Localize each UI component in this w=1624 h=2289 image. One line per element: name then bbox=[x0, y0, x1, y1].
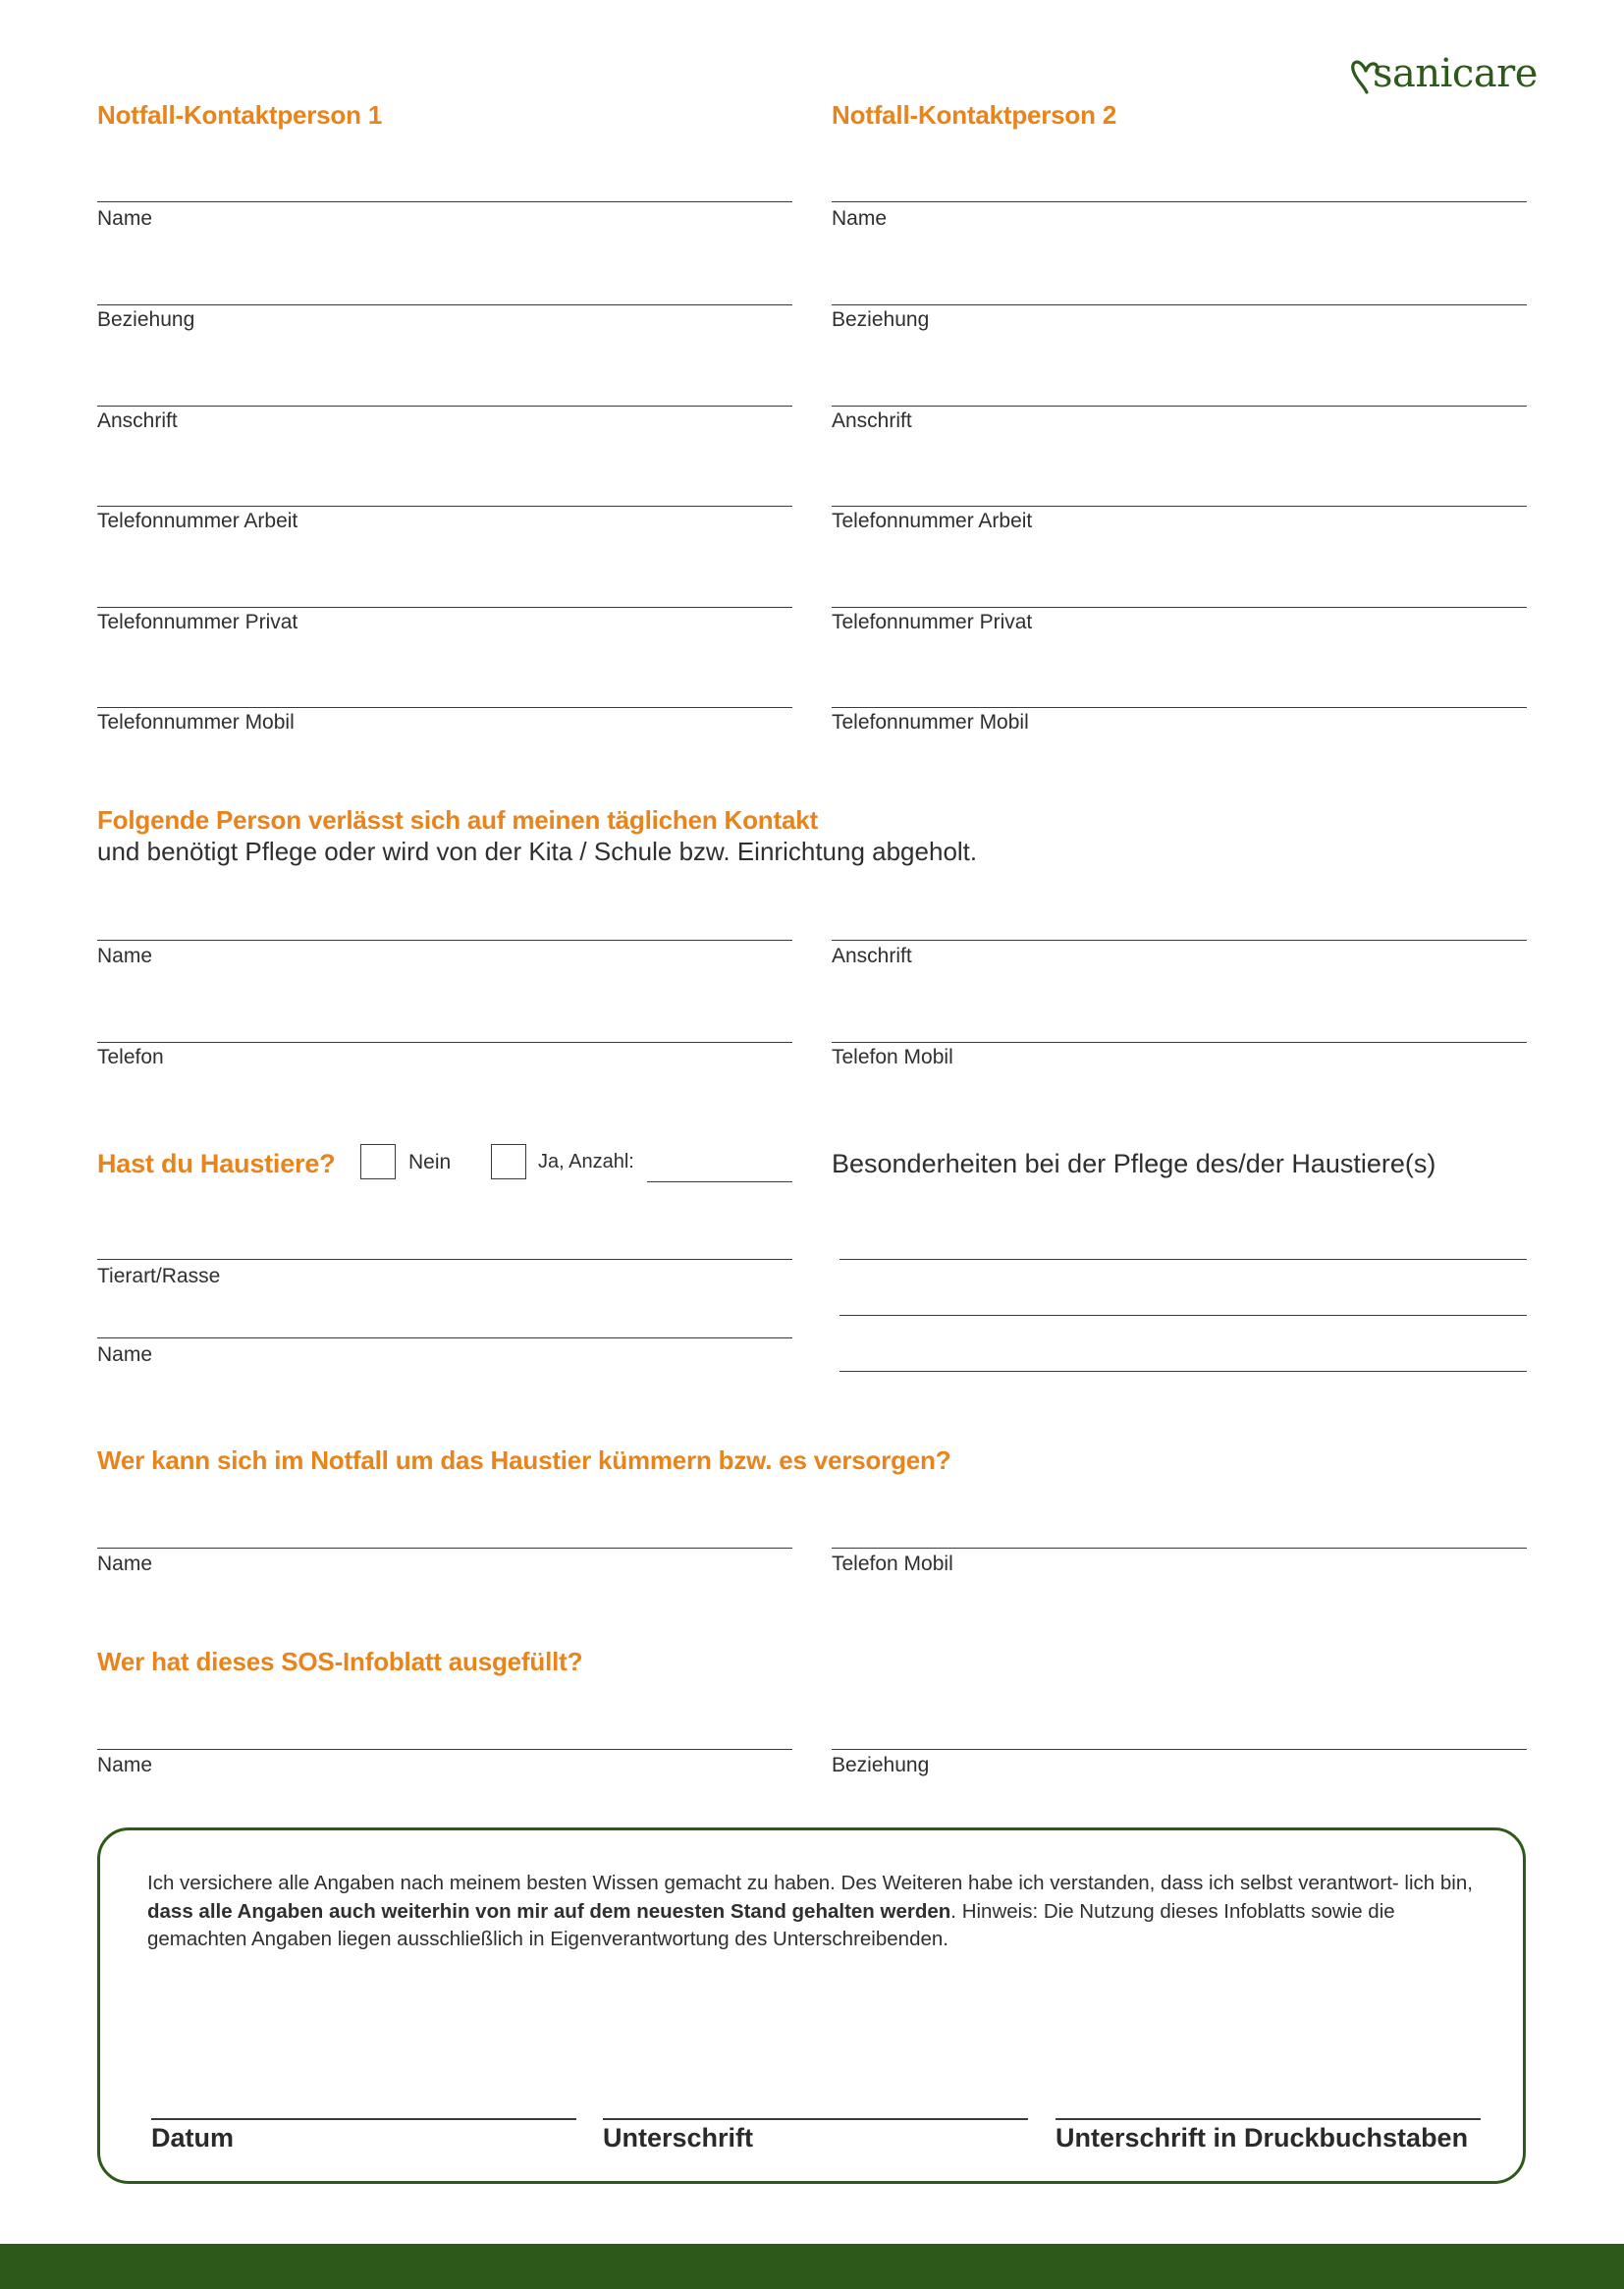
pets-count-line[interactable] bbox=[647, 1181, 792, 1182]
pets-no-label: Nein bbox=[408, 1151, 452, 1173]
pets-name-line[interactable] bbox=[97, 1337, 792, 1338]
footer-bar bbox=[0, 2244, 1624, 2289]
pets-yes-label: Ja, Anzahl: bbox=[538, 1151, 634, 1172]
pets-special-care-line-1[interactable] bbox=[839, 1259, 1527, 1260]
dependent-name-label: Name bbox=[97, 945, 153, 967]
filled-by-title: Wer hat dieses SOS-Infoblatt ausgefüllt? bbox=[97, 1647, 583, 1676]
pets-species-label: Tierart/Rasse bbox=[97, 1265, 221, 1287]
contact-1-relation-label: Beziehung bbox=[97, 308, 195, 331]
filled-by-name-label: Name bbox=[97, 1754, 153, 1776]
dependent-mobile-line[interactable] bbox=[832, 1042, 1527, 1043]
pet-caretaker-name-line[interactable] bbox=[97, 1548, 792, 1549]
contact-1-title: Notfall-Kontaktperson 1 bbox=[97, 100, 383, 130]
contact-2-phone-private-line[interactable] bbox=[832, 607, 1527, 608]
contact-1-phone-private-line[interactable] bbox=[97, 607, 792, 608]
contact-1-phone-mobile-label: Telefonnummer Mobil bbox=[97, 711, 295, 734]
contact-2-relation-label: Beziehung bbox=[832, 308, 930, 331]
contact-1-name-label: Name bbox=[97, 207, 153, 230]
dependent-name-line[interactable] bbox=[97, 940, 792, 941]
contact-2-phone-mobile-line[interactable] bbox=[832, 707, 1527, 708]
declaration-text: Ich versichere alle Angaben nach meinem besten Wissen gemacht zu haben. Des Weiteren habe ich verstanden, dass ich selbst verantwort- lich bin, dass alle Angaben auch weiterhin von mir auf dem neuesten Stand gehalten werden. Hinweis: Die Nutzung dieses Infoblatts sowie die gemachten Angaben liegen ausschließlich in Eigenverantwortung des Unterschreibenden. bbox=[147, 1872, 1473, 1950]
pet-caretaker-mobile-label: Telefon Mobil bbox=[832, 1553, 953, 1575]
signature-label: Unterschrift bbox=[603, 2123, 754, 2153]
filled-by-relation-label: Beziehung bbox=[832, 1754, 930, 1776]
date-label: Datum bbox=[151, 2123, 235, 2153]
contact-2-name-line[interactable] bbox=[832, 201, 1527, 202]
contact-2-phone-work-label: Telefonnummer Arbeit bbox=[832, 510, 1033, 532]
contact-1-phone-work-line[interactable] bbox=[97, 506, 792, 507]
dependent-address-label: Anschrift bbox=[832, 945, 912, 967]
print-name-label: Unterschrift in Druckbuchstaben bbox=[1056, 2123, 1469, 2153]
signature-line[interactable] bbox=[603, 2118, 1028, 2120]
pets-special-care-line-2[interactable] bbox=[839, 1315, 1527, 1316]
filled-by-name-line[interactable] bbox=[97, 1749, 792, 1750]
contact-1-address-line[interactable] bbox=[97, 406, 792, 407]
print-name-line[interactable] bbox=[1056, 2118, 1481, 2120]
date-line[interactable] bbox=[151, 2118, 576, 2120]
contact-2-name-label: Name bbox=[832, 207, 888, 230]
dependent-title: Folgende Person verlässt sich auf meinen täglichen Kontakt bbox=[97, 805, 818, 835]
pets-name-label: Name bbox=[97, 1343, 153, 1366]
pet-caretaker-title: Wer kann sich im Notfall um das Haustier kümmern bzw. es versorgen? bbox=[97, 1445, 951, 1475]
pets-special-care-label: Besonderheiten bei der Pflege des/der Haustiere(s) bbox=[832, 1149, 1436, 1178]
brand-logo-text: sanicare bbox=[1373, 51, 1538, 96]
declaration-box bbox=[97, 1827, 1526, 2184]
pets-special-care-line-3[interactable] bbox=[839, 1371, 1527, 1372]
dependent-mobile-label: Telefon Mobil bbox=[832, 1046, 953, 1068]
contact-2-phone-work-line[interactable] bbox=[832, 506, 1527, 507]
contact-2-address-line[interactable] bbox=[832, 406, 1527, 407]
contact-1-phone-mobile-line[interactable] bbox=[97, 707, 792, 708]
pets-yes-checkbox[interactable] bbox=[491, 1144, 526, 1179]
contact-2-phone-mobile-label: Telefonnummer Mobil bbox=[832, 711, 1029, 734]
pets-question: Hast du Haustiere? bbox=[97, 1149, 336, 1178]
contact-1-relation-line[interactable] bbox=[97, 304, 792, 305]
pet-caretaker-name-label: Name bbox=[97, 1553, 153, 1575]
contact-1-name-line[interactable] bbox=[97, 201, 792, 202]
pet-caretaker-mobile-line[interactable] bbox=[832, 1548, 1527, 1549]
contact-2-address-label: Anschrift bbox=[832, 409, 912, 432]
dependent-phone-label: Telefon bbox=[97, 1046, 164, 1068]
contact-1-phone-private-label: Telefonnummer Privat bbox=[97, 611, 298, 633]
contact-2-relation-line[interactable] bbox=[832, 304, 1527, 305]
contact-1-phone-work-label: Telefonnummer Arbeit bbox=[97, 510, 298, 532]
filled-by-relation-line[interactable] bbox=[832, 1749, 1527, 1750]
pets-no-checkbox[interactable] bbox=[360, 1144, 396, 1179]
contact-2-title: Notfall-Kontaktperson 2 bbox=[832, 100, 1117, 130]
dependent-subtitle: und benötigt Pflege oder wird von der Kita / Schule bzw. Einrichtung abgeholt. bbox=[97, 837, 978, 866]
pets-species-line[interactable] bbox=[97, 1259, 792, 1260]
dependent-address-line[interactable] bbox=[832, 940, 1527, 941]
dependent-phone-line[interactable] bbox=[97, 1042, 792, 1043]
contact-2-phone-private-label: Telefonnummer Privat bbox=[832, 611, 1033, 633]
contact-1-address-label: Anschrift bbox=[97, 409, 178, 432]
